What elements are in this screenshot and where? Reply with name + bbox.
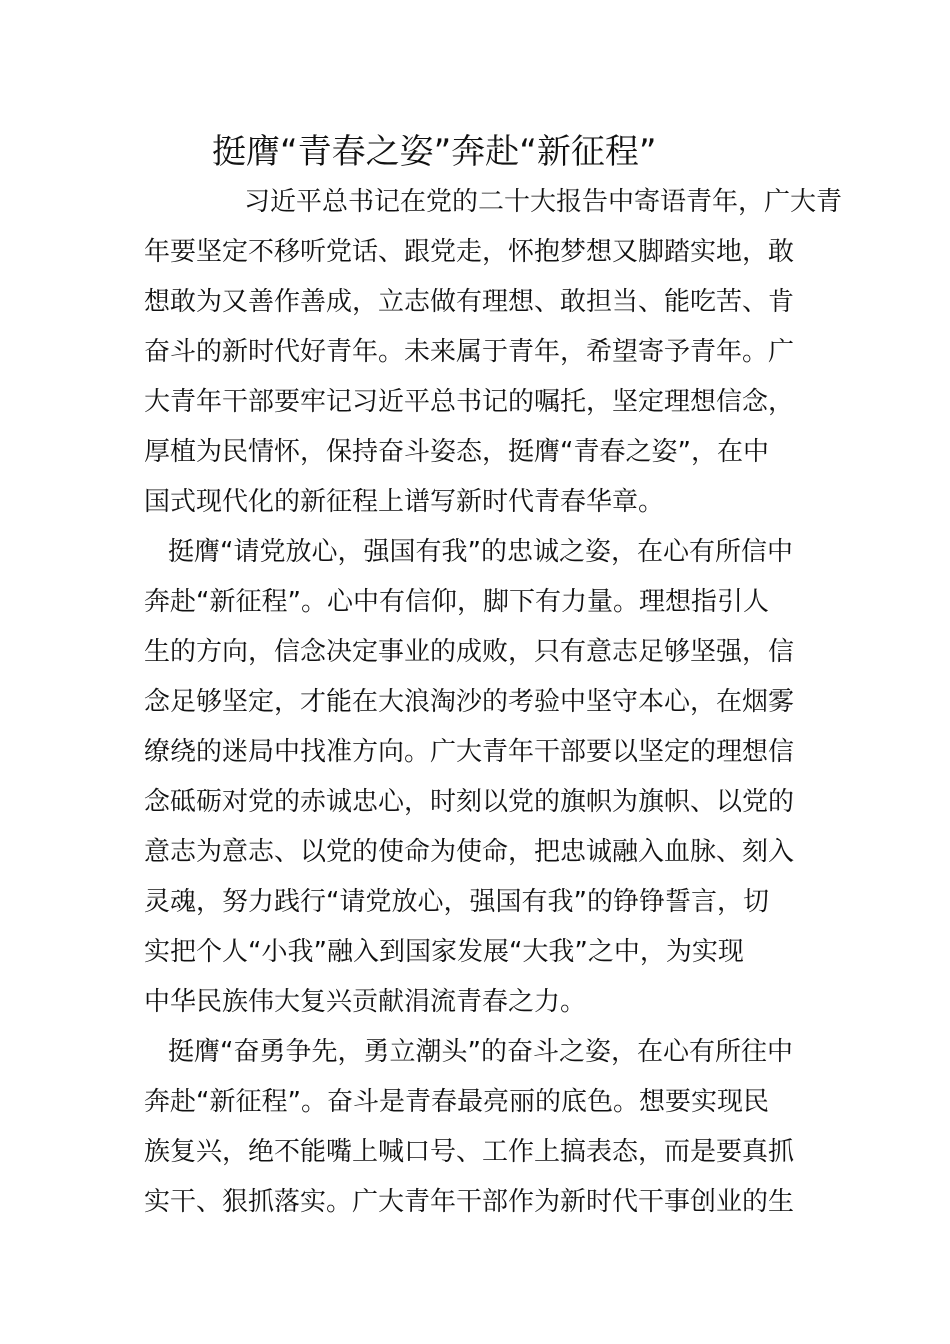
text-line-7: 国式现代化的新征程上谱写新时代青春华章。: [144, 487, 665, 517]
text-line-9: 奔赴“新征程”。心中有信仰，脚下有力量。理想指引人: [144, 587, 769, 617]
text-line-1: 习近平总书记在党的二十大报告中寄语青年，广大青: [218, 187, 843, 217]
text-line-3: 想敢为又善作善成，立志做有理想、敢担当、能吃苦、肯: [144, 287, 795, 317]
text-line-4: 奋斗的新时代好青年。未来属于青年，希望寄予青年。广: [144, 337, 795, 367]
text-line-14: 意志为意志、以党的使命为使命，把忠诚融入血脉、刻入: [144, 837, 795, 867]
text-line-13: 念砥砺对党的赤诚忠心，时刻以党的旗帜为旗帜、以党的: [144, 787, 795, 817]
text-line-11: 念足够坚定，才能在大浪淘沙的考验中坚守本心，在烟雾: [144, 687, 795, 717]
text-line-2: 年要坚定不移听党话、跟党走，怀抱梦想又脚踏实地，敢: [144, 237, 795, 267]
text-line-15: 灵魂，努力践行“请党放心，强国有我”的铮铮誓言，切: [144, 887, 769, 917]
text-line-12: 缭绕的迷局中找准方向。广大青年干部要以坚定的理想信: [144, 737, 795, 767]
text-line-18: 挺膺“奋勇争先，勇立潮头”的奋斗之姿，在心有所往中: [168, 1037, 793, 1067]
text-line-16: 实把个人“小我”融入到国家发展“大我”之中，为实现: [144, 937, 744, 967]
text-line-6: 厚植为民情怀，保持奋斗姿态，挺膺“青春之姿”，在中: [144, 437, 769, 467]
text-line-19: 奔赴“新征程”。奋斗是青春最亮丽的底色。想要实现民: [144, 1087, 769, 1117]
text-line-17: 中华民族伟大复兴贡献涓流青春之力。: [144, 987, 587, 1017]
text-line-8: 挺膺“请党放心，强国有我”的忠诚之姿，在心有所信中: [168, 537, 793, 567]
text-line-21: 实干、狠抓落实。广大青年干部作为新时代干事创业的生: [144, 1187, 795, 1217]
document-title: 挺膺“青春之姿”奔赴“新征程”: [212, 132, 657, 172]
text-line-10: 生的方向，信念决定事业的成败，只有意志足够坚强，信: [144, 637, 795, 667]
text-line-5: 大青年干部要牢记习近平总书记的嘱托，坚定理想信念，: [144, 387, 795, 417]
text-line-20: 族复兴，绝不能嘴上喊口号、工作上搞表态，而是要真抓: [144, 1137, 795, 1167]
